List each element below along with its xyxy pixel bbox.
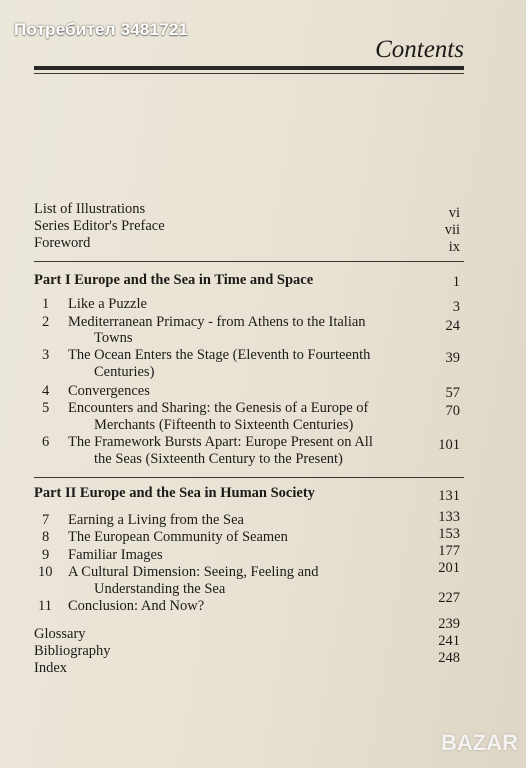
toc-page-unlabeled: 239 — [438, 616, 460, 632]
chapter-number: 11 — [38, 598, 52, 614]
chapter-title: Familiar Images — [68, 547, 163, 563]
toc-page-editors-preface: vii — [444, 222, 460, 238]
chapter-number: 10 — [38, 564, 53, 580]
toc-entry-illustrations: List of Illustrations — [34, 201, 146, 217]
toc-page-glossary: 241 — [438, 633, 460, 649]
chapter-title-cont: Merchants (Fifteenth to Sixteenth Centuries) — [94, 417, 354, 433]
chapter-number: 3 — [42, 347, 50, 363]
chapter-number: 2 — [42, 314, 50, 330]
toc-entry-glossary: Glossary — [34, 626, 86, 642]
toc-entry-foreword: Foreword — [34, 235, 91, 251]
chapter-title-cont: Understanding the Sea — [94, 581, 226, 597]
chapter-page: 201 — [438, 560, 460, 576]
chapter-title: Like a Puzzle — [68, 296, 147, 312]
chapter-page: 57 — [445, 385, 460, 401]
chapter-title: The European Community of Seamen — [68, 529, 288, 545]
contents-title: Contents — [375, 36, 464, 63]
chapter-page: 101 — [438, 437, 460, 453]
toc-entry-editors-preface: Series Editor's Preface — [34, 218, 165, 234]
chapter-page: 3 — [452, 299, 460, 315]
chapter-title: A Cultural Dimension: Seeing, Feeling and — [68, 564, 319, 580]
chapter-number: 6 — [42, 434, 50, 450]
heading-rule-thin — [34, 73, 464, 74]
chapter-page: 24 — [445, 318, 460, 334]
chapter-title-cont: the Seas (Sixteenth Century to the Present) — [94, 451, 343, 467]
chapter-title-cont: Centuries) — [94, 364, 155, 380]
chapter-page: 153 — [438, 526, 460, 542]
chapter-title: Conclusion: And Now? — [68, 598, 205, 614]
toc-page-illustrations: vi — [448, 205, 460, 221]
toc-entry-bibliography: Bibliography — [34, 643, 111, 659]
contents-heading-wrap — [34, 36, 464, 64]
chapter-number: 8 — [42, 529, 50, 545]
chapter-number: 5 — [42, 400, 50, 416]
chapter-title: Convergences — [68, 383, 150, 399]
chapter-title: Earning a Living from the Sea — [68, 512, 244, 528]
chapter-page: 133 — [438, 509, 460, 525]
chapter-number: 9 — [42, 547, 50, 563]
chapter-title: The Framework Bursts Apart: Europe Present on All — [68, 434, 373, 450]
toc-entry-index: Index — [34, 660, 68, 676]
chapter-page: 227 — [438, 590, 460, 606]
chapter-page: 70 — [445, 403, 460, 419]
chapter-title: Mediterranean Primacy - from Athens to the Italian — [68, 314, 366, 330]
chapter-title-cont: Towns — [94, 330, 133, 346]
heading-rule-thick — [34, 66, 464, 70]
section-separator-2 — [34, 477, 464, 478]
toc-page-foreword: ix — [448, 239, 460, 255]
toc-page-bibliography: 248 — [438, 650, 460, 666]
chapter-number: 7 — [42, 512, 50, 528]
chapter-page: 39 — [445, 350, 460, 366]
section-separator-1 — [34, 261, 464, 262]
part-1-title: Part I Europe and the Sea in Time and Space — [34, 272, 314, 288]
part-2-title: Part II Europe and the Sea in Human Society — [34, 485, 315, 501]
part-1-page: 1 — [452, 274, 460, 290]
chapter-page: 177 — [438, 543, 460, 559]
chapter-title: The Ocean Enters the Stage (Eleventh to Fourteenth — [68, 347, 371, 363]
chapter-number: 4 — [42, 383, 50, 399]
chapter-title: Encounters and Sharing: the Genesis of a Europe of — [68, 400, 369, 416]
user-watermark: Потребител 3481721 — [14, 20, 189, 39]
bazar-logo: BAZAR — [441, 730, 518, 755]
part-2-page: 131 — [438, 488, 460, 504]
chapter-number: 1 — [42, 296, 50, 312]
